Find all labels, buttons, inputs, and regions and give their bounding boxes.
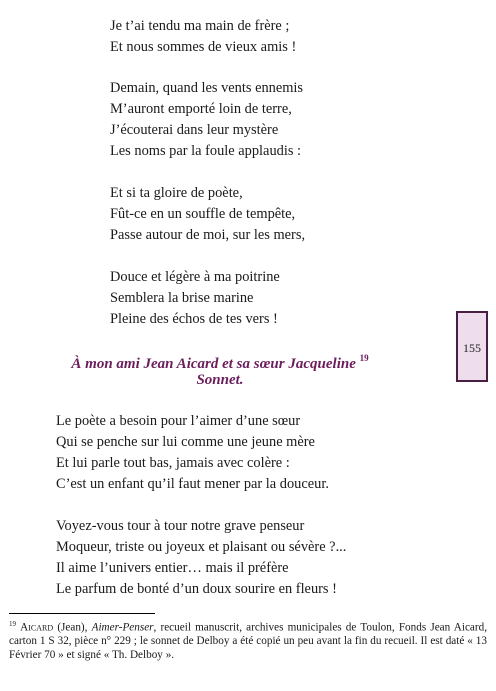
footnote-author: Aicard (20, 621, 54, 634)
verse-line: Voyez-vous tour à tour notre grave penseur (56, 518, 305, 534)
verse-line: Qui se penche sur lui comme une jeune mère (56, 434, 315, 450)
verse-line: Passe autour de moi, sur les mers, (110, 227, 306, 243)
verse-line: C’est un enfant qu’il faut mener par la douceur. (56, 476, 329, 492)
page-number: 155 (463, 341, 481, 355)
poem-subtitle: Sonnet. (196, 372, 244, 388)
verse-line: Pleine des échos de tes vers ! (110, 311, 278, 327)
verse-line: Et nous sommes de vieux amis ! (110, 39, 297, 55)
footnote-ref[interactable]: 19 (359, 353, 369, 363)
verse-line: M’auront emporté loin de terre, (110, 101, 292, 117)
footnote-author-rest: (Jean), (53, 621, 92, 634)
verse-line: Fût-ce en un souffle de tempête, (110, 206, 296, 222)
verse-line: Il aime l’univers entier… mais il préfère (56, 560, 289, 576)
verse-line: Le parfum de bonté d’un doux sourire en fleurs ! (56, 581, 337, 597)
footnote-divider (9, 613, 155, 614)
verse-line: J’écouterai dans leur mystère (110, 122, 279, 138)
verse-line: Les noms par la foule applaudis : (110, 143, 302, 159)
verse-line: Demain, quand les vents ennemis (110, 80, 304, 96)
footnote-work-title: Aimer-Penser (91, 621, 154, 634)
verse-line: Le poète a besoin pour l’aimer d’une sœur (56, 413, 301, 429)
verse-line: Semblera la brise marine (110, 290, 254, 306)
footnote (9, 618, 487, 662)
page-number-box (456, 311, 488, 382)
footnote-text: , recueil manuscrit, archives municipales de Toulon, Fonds Jean Aicard, carton 1 S 32, pièce n° 229 ; le sonnet de Delboy a été copié un peu avant la fin du recueil. Il est daté « 13 Février 70 » et signé « Th. Delboy ». (9, 621, 487, 661)
verse-line: Douce et légère à ma poitrine (110, 269, 280, 285)
verse-line: Et lui parle tout bas, jamais avec colère : (56, 455, 290, 471)
verse-line: Et si ta gloire de poète, (110, 185, 243, 201)
heading-title: À mon ami Jean Aicard et sa sœur Jacqueline (71, 356, 356, 372)
verse-line: Je t’ai tendu ma main de frère ; (110, 18, 290, 34)
footnote-number: 19 (9, 620, 16, 628)
verse-line: Moqueur, triste ou joyeux et plaisant ou sévère ?... (56, 539, 347, 555)
